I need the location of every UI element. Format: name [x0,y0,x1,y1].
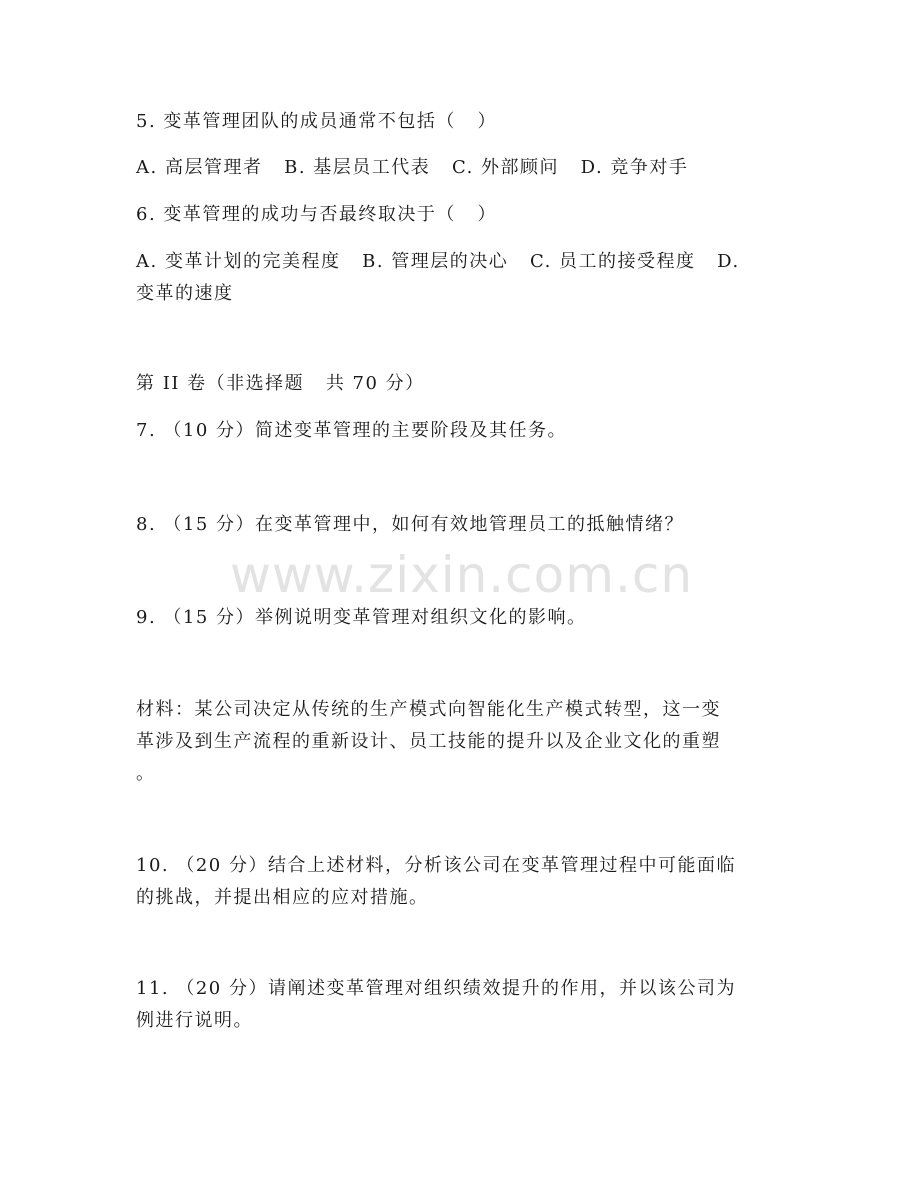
question-6-stem: 6. 变革管理的成功与否最终取决于（ ） [136,204,498,225]
question-7: 7. （10 分）简述变革管理的主要阶段及其任务。 [136,420,568,441]
section-2-title: 第 II 卷（非选择题 共 70 分） [136,373,425,394]
question-10-line-1: 10. （20 分）结合上述材料，分析该公司在变革管理过程中可能面临 [136,855,736,876]
question-5-options: A. 高层管理者 B. 基层员工代表 C. 外部顾问 D. 竞争对手 [136,157,689,178]
watermark: www.zixin.com.cn [230,546,694,604]
question-6-options-line-2: 变革的速度 [136,283,234,304]
question-6-options-line-1: A. 变革计划的完美程度 B. 管理层的决心 C. 员工的接受程度 D. [136,251,740,272]
question-5-stem: 5. 变革管理团队的成员通常不包括（ ） [136,111,498,132]
question-11-line-1: 11. （20 分）请阐述变革管理对组织绩效提升的作用，并以该公司为 [136,978,736,999]
question-9: 9. （15 分）举例说明变革管理对组织文化的影响。 [136,607,587,628]
material-line-2: 革涉及到生产流程的重新设计、员工技能的提升以及企业文化的重塑 [136,731,721,752]
question-8: 8. （15 分）在变革管理中，如何有效地管理员工的抵触情绪？ [136,514,685,535]
question-11-line-2: 例进行说明。 [136,1010,253,1031]
material-line-3: 。 [136,763,156,784]
material-line-1: 材料：某公司决定从传统的生产模式向智能化生产模式转型，这一变 [136,699,721,720]
question-10-line-2: 的挑战，并提出相应的应对措施。 [136,887,429,908]
